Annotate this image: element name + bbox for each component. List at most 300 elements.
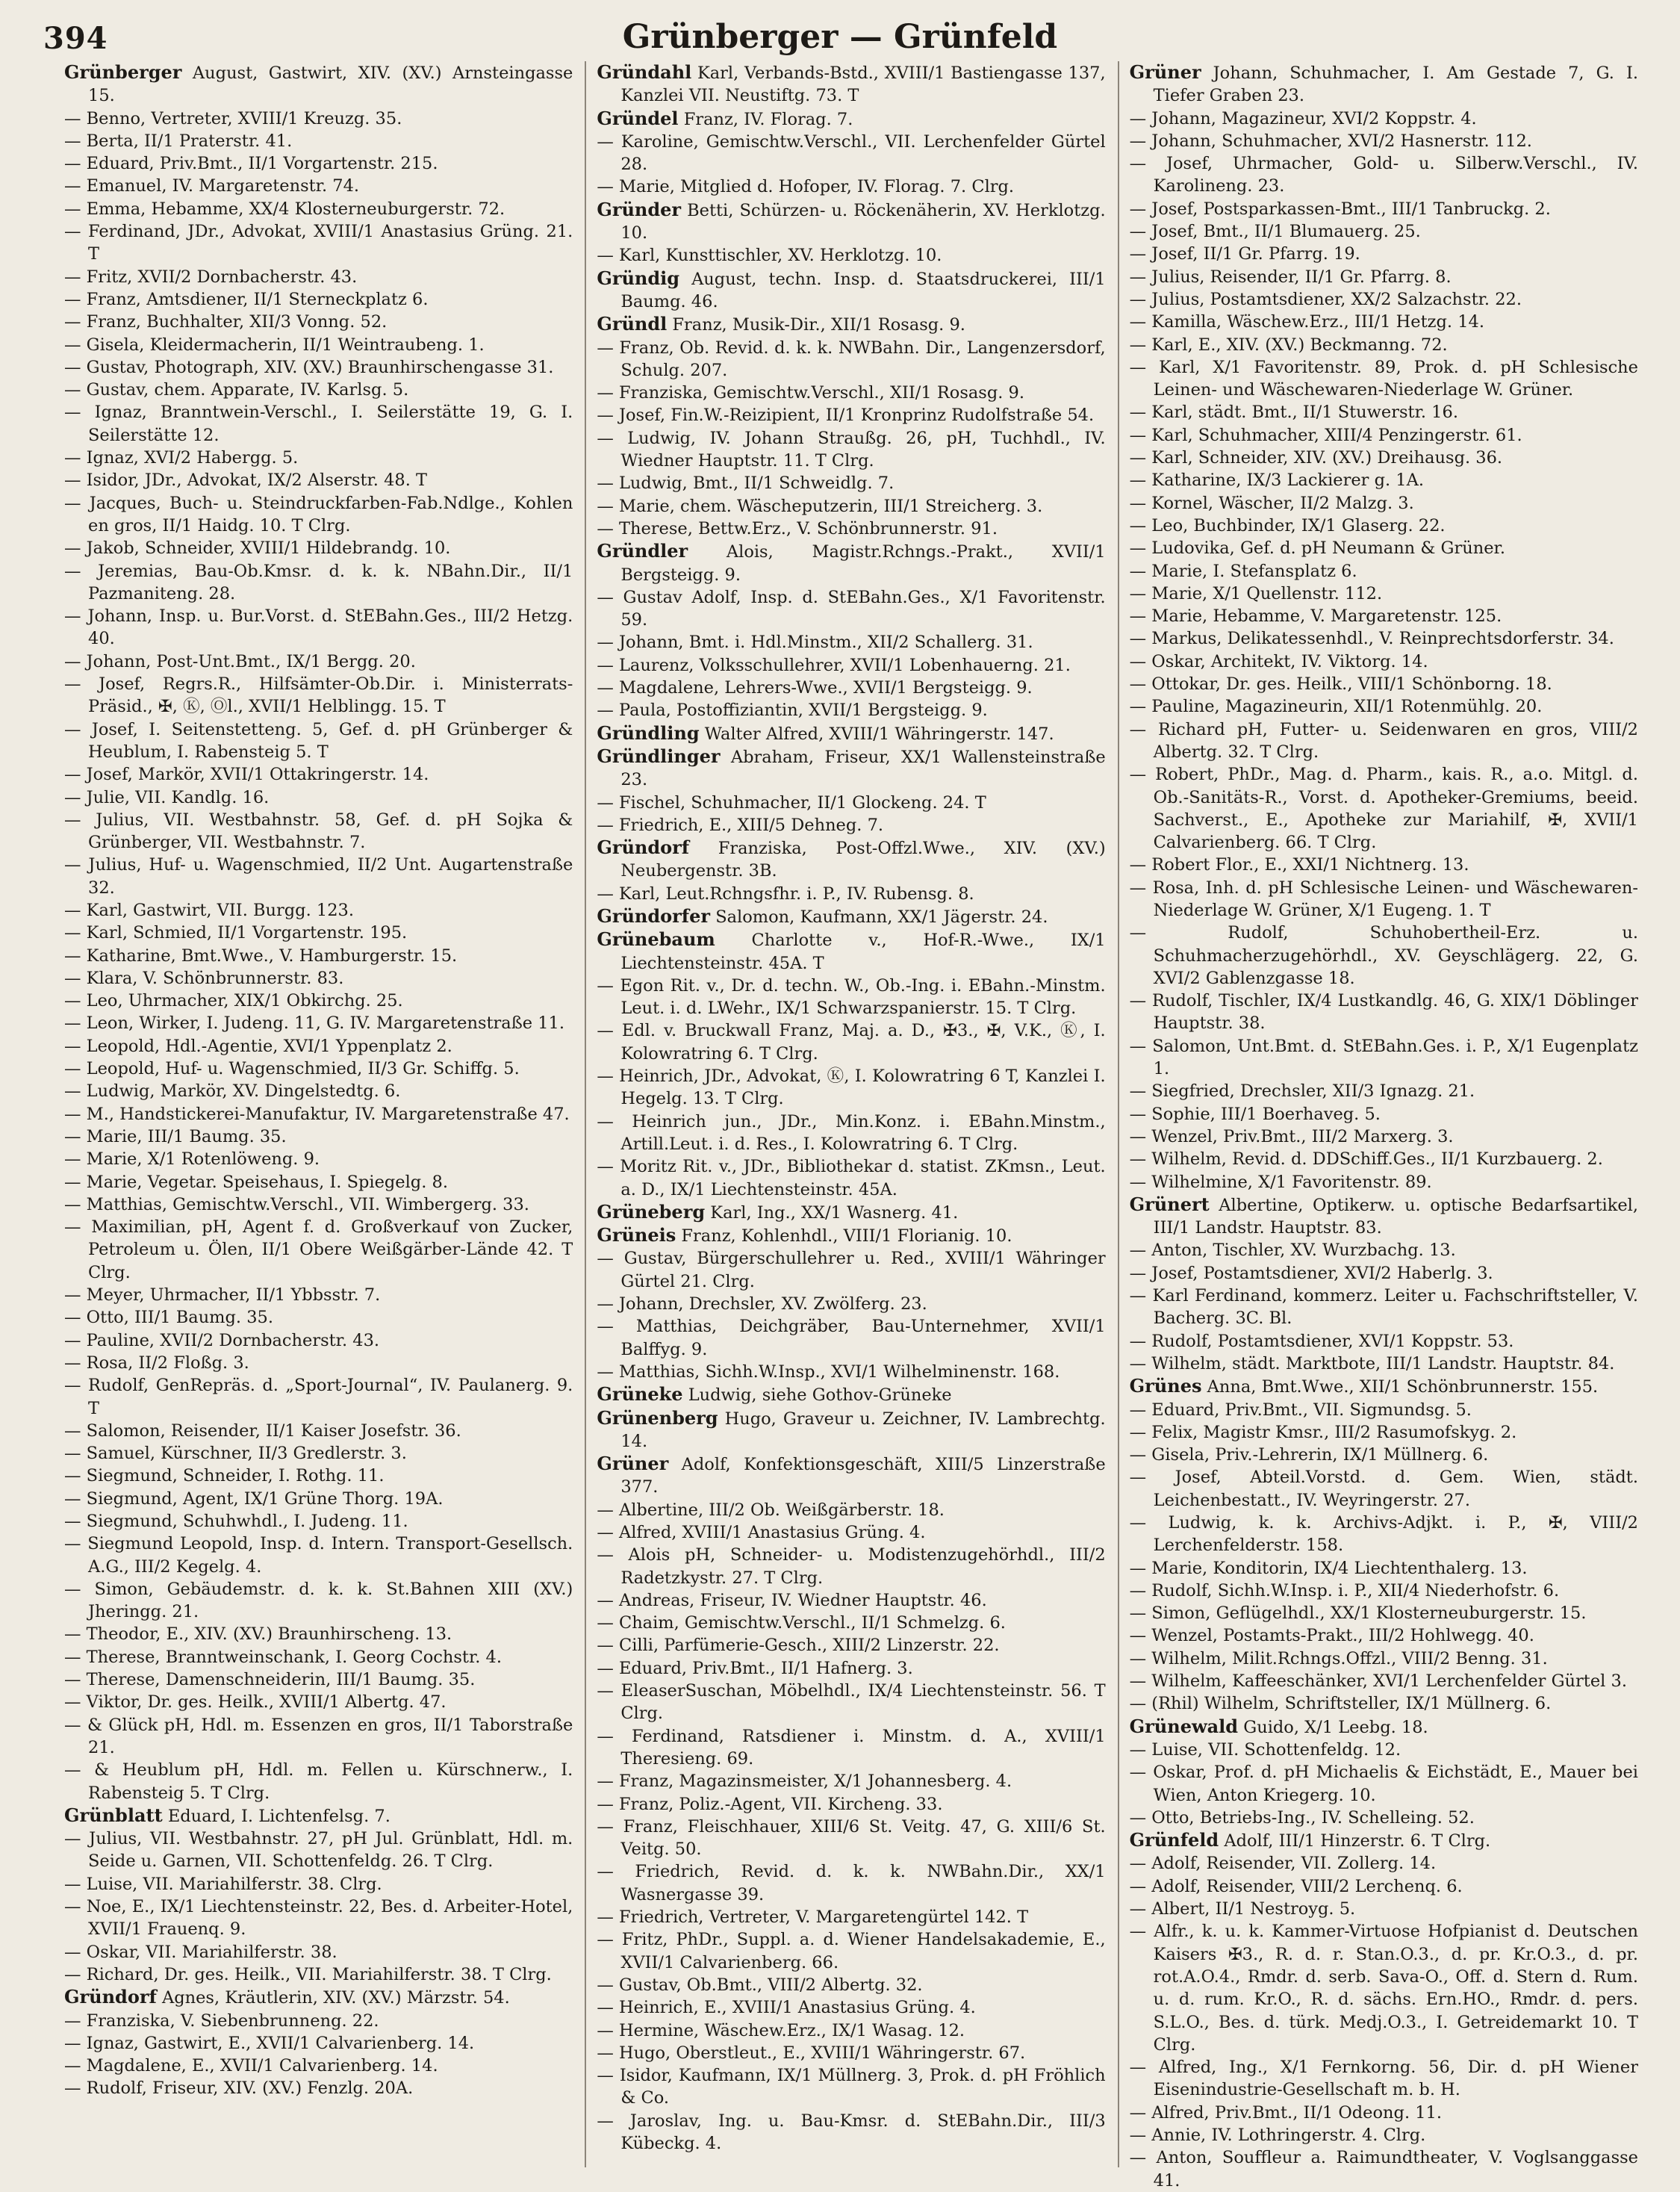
entry-text: — Wenzel, Postamts-Prakt., III/2 Hohlwegg. 40. [1129, 1626, 1534, 1646]
entry-text: — Rudolf, Tischler, IX/4 Lustkandlg. 46, G. XIX/1 Döblinger Hauptstr. 38. [1129, 991, 1638, 1034]
directory-entry [64, 1374, 573, 1420]
entry-text: — Karl, X/1 Favoritenstr. 89, Prok. d. pH Schlesische Leinen- und Wäschewaren-Niederlage W. Grüner. [1129, 357, 1638, 400]
directory-entry [1130, 1852, 1638, 1875]
entry-text: Agnes, Kräutlerin, XIV. (XV.) Märzstr. 54. [161, 1988, 510, 2008]
directory-entry [64, 198, 573, 220]
page-number: 394 [43, 21, 108, 56]
directory-entry [597, 1816, 1105, 1861]
entry-text: — Katharine, IX/3 Lackierer g. 1A. [1129, 471, 1424, 491]
directory-entry [64, 1465, 573, 1487]
entry-text: — Jeremias, Bau-Ob.Kmsr. d. k. k. NBahn.Dir., II/1 Pazmaniteng. 28. [64, 561, 573, 603]
entry-text: — Wenzel, Priv.Bmt., III/2 Marxerg. 3. [1129, 1126, 1454, 1146]
entry-text: — Rudolf, Sichh.W.Insp. i. P., XII/4 Niederhofstr. 6. [1129, 1580, 1560, 1600]
entry-text: — Josef, Postsparkassen-Bmt., III/1 Tanbruckg. 2. [1129, 199, 1551, 219]
entry-text: — Jacques, Buch- u. Steindruckfarben-Fab.Ndlge., Kohlen en gros, II/1 Haidg. 10. T Clrg. [64, 493, 573, 535]
directory-entry [1130, 560, 1638, 583]
directory-entry [597, 267, 1105, 314]
directory-entry [64, 1080, 573, 1102]
directory-entry [1130, 243, 1638, 265]
entry-text: — Edl. v. Bruckwall Franz, Maj. a. D., ✠3., ✠, V.K., Ⓚ, I. Kolowratring 6. T Clrg. [597, 1021, 1106, 1064]
entry-text: — Jakob, Schneider, XVIII/1 Hildebrandg. 10. [64, 538, 451, 559]
directory-entry [1130, 1807, 1638, 1829]
entry-text: — Andreas, Friseur, IV. Wiedner Hauptstr. 46. [597, 1590, 987, 1610]
directory-entry [1130, 152, 1638, 198]
directory-entry [597, 199, 1105, 245]
entry-text: — Gustav, Ob.Bmt., VIII/2 Albertg. 32. [597, 1975, 923, 1995]
directory-entry [1130, 2056, 1638, 2102]
directory-entry [64, 1488, 573, 1510]
entry-text: — Salomon, Reisender, II/1 Kaiser Josefstr. 36. [64, 1421, 461, 1441]
entry-text: Abraham, Friseur, XX/1 Wallensteinstraße 23. [620, 747, 1106, 790]
entry-text: August, techn. Insp. d. Staatsdruckerei, III/1 Baumg. 46. [620, 269, 1106, 311]
directory-entry [1130, 1375, 1638, 1398]
entry-text: — Magdalene, Lehrers-Wwe., XVII/1 Bergsteigg. 9. [597, 678, 1033, 698]
entry-text: — Julius, Reisender, II/1 Gr. Pfarrg. 8. [1129, 267, 1452, 287]
directory-entry [64, 152, 573, 175]
entry-surname: Grünblatt [64, 1804, 163, 1826]
directory-entry [597, 472, 1105, 494]
directory-entry [1130, 1262, 1638, 1285]
entry-text: — Alfred, Ing., X/1 Fernkorng. 56, Dir. d. pH Wiener Eisenindustrie-Gesellschaft m. b. H. [1129, 2058, 1638, 2100]
entry-text: — Johann, Bmt. i. Hdl.Minstm., XII/2 Schallerg. 31. [597, 633, 1033, 653]
directory-entry [1130, 1035, 1638, 1081]
entry-text: — Karoline, Gemischtw.Verschl., VII. Lerchenfelder Gürtel 28. [597, 131, 1106, 175]
entry-text: — Magdalene, E., XVII/1 Calvarienberg. 14. [64, 2056, 438, 2076]
directory-entry [597, 1906, 1105, 1928]
entry-text: — Paula, Postoffiziantin, XVII/1 Bergsteigg. 9. [597, 701, 988, 721]
directory-entry [597, 1996, 1105, 2019]
directory-entry [1130, 1829, 1638, 1852]
directory-entry [64, 1873, 573, 1896]
directory-entry [1130, 492, 1638, 515]
directory-entry [1130, 605, 1638, 627]
directory-entry [1130, 877, 1638, 922]
directory-entry [1130, 763, 1638, 854]
directory-entry [597, 1634, 1105, 1657]
directory-entry [597, 1155, 1105, 1201]
directory-entry [597, 1407, 1105, 1453]
entry-text: — Simon, Gebäudemstr. d. k. k. St.Bahnen XIII (XV.) Jheringg. 21. [64, 1579, 573, 1622]
entry-text: — Albertine, III/2 Ob. Weißgärberstr. 18. [597, 1500, 945, 1520]
directory-entry [64, 1646, 573, 1668]
directory-entry [64, 1306, 573, 1329]
entry-text: — Therese, Damenschneiderin, III/1 Baumg. 35. [64, 1670, 476, 1690]
directory-entry [64, 1329, 573, 1352]
directory-entry [1130, 1602, 1638, 1624]
entry-text: — Adolf, Reisender, VII. Zollerg. 14. [1129, 1854, 1437, 1874]
column-left [64, 61, 573, 2167]
directory-entry [597, 427, 1105, 473]
entry-text: — Katharine, Bmt.Wwe., V. Hamburgerstr. 15. [64, 946, 458, 966]
directory-entry [1130, 1421, 1638, 1444]
entry-text: — Josef, Regrs.R., Hilfsämter-Ob.Dir. i. Ministerrats-Präsid., ✠, Ⓚ, Ⓞl., XVII/1 Helblingg. 15. T [64, 674, 573, 717]
directory-entry [64, 379, 573, 401]
entry-text: — Karl, Schuhmacher, XIII/4 Penzingerstr. 61. [1129, 425, 1522, 445]
entry-text: — Wilhelmine, X/1 Favoritenstr. 89. [1129, 1172, 1432, 1192]
directory-entry [64, 651, 573, 673]
entry-text: — Josef, I. Seitenstetteng. 5, Gef. d. pH Grünberger & Heublum, I. Rabensteig 5. T [64, 719, 573, 762]
directory-entry [1130, 627, 1638, 650]
entry-text: — Laurenz, Volksschullehrer, XVII/1 Lobenhauerng. 21. [597, 655, 1071, 675]
entry-text: — Moritz Rit. v., JDr., Bibliothekar d. statist. ZKmsn., Leut. a. D., IX/1 Liechtensteinstr. 45A. [597, 1157, 1106, 1199]
entry-text: — Johann, Schuhmacher, XVI/2 Hasnerstr. 112. [1129, 131, 1532, 151]
entry-text: — Kornel, Wäscher, II/2 Malzg. 3. [1129, 493, 1414, 513]
entry-text: Franz, Musik-Dir., XII/1 Rosasg. 9. [672, 315, 965, 335]
directory-entry [1130, 447, 1638, 469]
directory-entry [1130, 1716, 1638, 1739]
directory-entry [1130, 515, 1638, 537]
entry-text: — Alfred, XVIII/1 Anastasius Grüng. 4. [597, 1523, 926, 1542]
entry-text: — Ludwig, k. k. Archivs-Adjkt. i. P., ✠, VIII/2 Lerchenfelderstr. 158. [1129, 1513, 1638, 1556]
directory-entry [1130, 1466, 1638, 1512]
entry-surname: Gründl [597, 313, 668, 335]
directory-entry [597, 1589, 1105, 1612]
entry-text: — Matthias, Sichh.W.Insp., XVI/1 Wilhelminenstr. 168. [597, 1362, 1060, 1382]
directory-entry [64, 311, 573, 333]
directory-entry [1130, 1103, 1638, 1126]
entry-text: Charlotte v., Hof-R.-Wwe., IX/1 Liechtensteinstr. 45A. T [620, 931, 1106, 973]
directory-entry [64, 1035, 573, 1058]
entry-text: — Ferdinand, JDr., Advokat, XVIII/1 Anastasius Grüng. 21. T [64, 222, 573, 264]
directory-entry [597, 1657, 1105, 1680]
entry-text: Walter Alfred, XVIII/1 Währingerstr. 147. [704, 724, 1054, 744]
entry-text: — Friedrich, E., XIII/5 Dehneg. 7. [597, 815, 884, 835]
directory-entry [64, 2010, 573, 2032]
entry-text: — Heinrich, JDr., Advokat, Ⓚ, I. Kolowratring 6 T, Kanzlei I. Hegelg. 13. T Clrg. [597, 1066, 1106, 1109]
entry-text: — Gustav, chem. Apparate, IV. Karlsg. 5. [64, 380, 409, 400]
directory-entry [1130, 1692, 1638, 1715]
directory-entry [597, 792, 1105, 814]
entry-text: — Franziska, Gemischtw.Verschl., XII/1 Rosasg. 9. [597, 383, 1025, 403]
directory-entry [597, 313, 1105, 336]
entry-text: — Josef, Uhrmacher, Gold- u. Silberw.Verschl., IV. Karolineng. 23. [1129, 154, 1638, 196]
entry-text: Hugo, Graveur u. Zeichner, IV. Lambrechtg. 14. [620, 1409, 1106, 1451]
directory-entry [64, 1828, 573, 1873]
entry-text: — Luise, VII. Mariahilferstr. 38. Clrg. [64, 1874, 382, 1894]
directory-entry [64, 1058, 573, 1080]
directory-entry [1130, 537, 1638, 559]
directory-entry [1130, 1920, 1638, 2056]
entry-surname: Grünfeld [1129, 1829, 1219, 1851]
directory-entry [64, 1148, 573, 1170]
entry-text: — Alois pH, Schneider- u. Modistenzugehörhdl., III/2 Radetzkystr. 27. T Clrg. [597, 1545, 1106, 1588]
directory-entry [597, 1860, 1105, 1906]
entry-text: — Marie, Konditorin, IX/4 Liechtenthalerg. 13. [1129, 1558, 1528, 1578]
entry-text: — Fischel, Schuhmacher, II/1 Glockeng. 24. T [597, 792, 986, 813]
entry-text: — Richard pH, Futter- u. Seidenwaren en gros, VIII/2 Albertg. 32. T Clrg. [1129, 719, 1638, 762]
directory-entry [64, 1578, 573, 1624]
directory-entry [597, 586, 1105, 632]
entry-text: — Wilhelm, Revid. d. DDSchiff.Ges., II/1 Kurzbauerg. 2. [1129, 1149, 1603, 1170]
directory-entry [597, 1019, 1105, 1065]
entry-text: — Franz, Fleischhauer, XIII/6 St. Veitg. 47, G. XIII/6 St. Veitg. 50. [597, 1816, 1106, 1860]
entry-text: — Anton, Souffleur a. Raimundtheater, V. Voglsanggasse 41. [1129, 2148, 1638, 2191]
entry-text: Betti, Schürzen- u. Röckenäherin, XV. Herklotzg. 10. [620, 200, 1106, 243]
directory-entry [597, 1612, 1105, 1634]
directory-entry [64, 945, 573, 967]
directory-entry [64, 922, 573, 944]
entry-text: — Gustav, Bürgerschullehrer u. Red., XVIII/1 Währinger Gürtel 21. Clrg. [597, 1249, 1106, 1291]
directory-entry [597, 131, 1105, 176]
directory-entry [64, 1759, 573, 1804]
entry-surname: Grünes [1129, 1375, 1202, 1397]
entry-surname: Grünebaum [597, 928, 715, 951]
entry-text: — Julius, VII. Westbahnstr. 58, Gef. d. pH Sojka & Grünberger, VII. Westbahnstr. 7. [64, 810, 573, 853]
entry-text: — Oskar, Prof. d. pH Michaelis & Eichstädt, E., Mauer bei Wien, Anton Kriegerg. 10. [1129, 1763, 1638, 1805]
entry-text: — Pauline, Magazineurin, XII/1 Rotenmühlg. 20. [1129, 697, 1543, 717]
entry-text: — Robert Flor., E., XXI/1 Nichtnerg. 13. [1129, 855, 1469, 875]
entry-text: — Berta, II/1 Praterstr. 41. [64, 131, 293, 151]
column-middle [585, 61, 1105, 2167]
entry-text: — Simon, Geflügelhdl., XX/1 Klosterneuburgerstr. 15. [1129, 1603, 1587, 1624]
directory-entry [1130, 2124, 1638, 2146]
directory-entry [1130, 695, 1638, 718]
directory-entry [597, 1725, 1105, 1771]
entry-text: — Marie, chem. Wäscheputzerin, III/1 Streicherg. 3. [597, 496, 1043, 516]
entry-text: — Alfr., k. u. k. Kammer-Virtuose Hofpianist d. Deutschen Kaisers ✠3., R. d. r. Stan.O.3., d. pr. Kr.O.3., d. pr. rot.A.O.4., Rmdr. d. serb. Sava-O., Off. d. Stern d. Rum. u. d. rum. Kr.O., R. d. sächs. Ern.HO., Rmdr. d. pers. S.L.O., Bes. d. türk. Medj.O.3., I. Getreidemarkt 10. T Clrg. [1129, 1922, 1638, 2055]
entry-text: — Luise, VII. Schottenfeldg. 12. [1129, 1739, 1401, 1760]
entry-text: — Sophie, III/1 Boerhaveg. 5. [1129, 1104, 1381, 1124]
entry-text: Karl, Ing., XX/1 Wasnerg. 41. [710, 1202, 959, 1223]
directory-entry [64, 1941, 573, 1963]
entry-text: — Johann, Magazineur, XVI/2 Koppstr. 4. [1129, 108, 1477, 128]
directory-entry [1130, 673, 1638, 695]
entry-text: — Matthias, Gemischtw.Verschl., VII. Wimbergerg. 33. [64, 1194, 529, 1214]
entry-surname: Grüner [1129, 61, 1201, 83]
directory-entry [1130, 266, 1638, 288]
directory-entry [1130, 1239, 1638, 1261]
entry-text: Salomon, Kaufmann, XX/1 Jägerstr. 24. [715, 907, 1048, 927]
entry-text: — Robert, PhDr., Mag. d. Pharm., kais. R., a.o. Mitgl. d. Ob.-Sanitäts-R., Vorst. d. Apotheker-Gremiums, beeid. Sachverst., E., Apotheke zur Mariahilf, ✠, XVII/1 Calvarienberg. 66. T Clrg. [1129, 765, 1638, 853]
entry-text: — (Rhil) Wilhelm, Schriftsteller, IX/1 Müllnerg. 6. [1129, 1694, 1552, 1714]
entry-text: — Josef, Bmt., II/1 Blumauerg. 25. [1129, 222, 1421, 242]
directory-entry [64, 763, 573, 786]
entry-text: — Fritz, XVII/2 Dornbacherstr. 43. [64, 267, 358, 287]
directory-entry [597, 1499, 1105, 1521]
entry-surname: Gründlinger [597, 745, 721, 767]
entry-text: — Noe, E., IX/1 Liechtensteinstr. 22, Bes. d. Arbeiter-Hotel, XVII/1 Frauenq. 9. [64, 1897, 573, 1940]
directory-entry [597, 1793, 1105, 1816]
entry-text: — Rudolf, Postamtsdiener, XVI/1 Koppstr. 53. [1129, 1331, 1514, 1351]
entry-text: — Siegmund, Schneider, I. Rothg. 11. [64, 1466, 385, 1486]
directory-entry [64, 2032, 573, 2055]
entry-text: — Marie, I. Stefansplatz 6. [1129, 561, 1357, 581]
entry-text: — Karl Ferdinand, kommerz. Leiter u. Fachschriftsteller, V. Bacherg. 3C. Bl. [1129, 1286, 1638, 1329]
directory-entry [64, 220, 573, 266]
directory-entry [64, 1171, 573, 1193]
directory-entry [1130, 61, 1638, 108]
entry-text: Ludwig, siehe Gothov-Grüneke [688, 1385, 952, 1406]
entry-text: — Leopold, Huf- u. Wagenschmied, II/3 Gr. Schiffg. 5. [64, 1059, 520, 1079]
entry-text: — Anton, Tischler, XV. Wurzbachg. 13. [1129, 1241, 1456, 1261]
directory-entry [597, 1293, 1105, 1315]
entry-text: — Karl, städt. Bmt., II/1 Stuwerstr. 16. [1129, 403, 1458, 423]
directory-entry [1130, 198, 1638, 220]
entry-text: — Salomon, Unt.Bmt. d. StEBahn.Ges. i. P., X/1 Eugenplatz 1. [1129, 1036, 1638, 1079]
directory-entry [1130, 1875, 1638, 1898]
directory-entry [597, 495, 1105, 518]
entry-text: — Leon, Wirker, I. Judeng. 11, G. IV. Margaretenstraße 11. [64, 1013, 564, 1034]
directory-entry [64, 605, 573, 651]
entry-text: — Ludwig, IV. Johann Straußg. 26, pH, Tuchhdl., IV. Wiedner Hauptstr. 11. T Clrg. [597, 428, 1106, 471]
directory-entry [64, 130, 573, 152]
directory-entry [1130, 424, 1638, 447]
directory-entry [64, 469, 573, 491]
entry-text: — Siegmund, Agent, IX/1 Grüne Thorg. 19A. [64, 1488, 444, 1509]
entry-text: — Ottokar, Dr. ges. Heilk., VIII/1 Schönborng. 18. [1129, 674, 1552, 695]
entry-surname: Gründer [597, 198, 682, 220]
entry-text: — Maximilian, pH, Agent f. d. Großverkauf von Zucker, Petroleum u. Ölen, II/1 Obere Weißgärber-Lände 42. T Clrg. [64, 1217, 573, 1282]
directory-entry [1130, 1353, 1638, 1375]
entry-text: — Wilhelm, städt. Marktbote, III/1 Landstr. Hauptstr. 84. [1129, 1353, 1615, 1373]
directory-entry [597, 654, 1105, 677]
directory-entry [64, 1420, 573, 1442]
directory-entry [1130, 990, 1638, 1035]
directory-entry [64, 990, 573, 1012]
directory-entry [1130, 651, 1638, 673]
directory-entry [597, 1928, 1105, 1974]
entry-text: — Karl, Kunsttischler, XV. Herklotzg. 10. [597, 246, 942, 266]
entry-text: August, Gastwirt, XIV. (XV.) Arnsteingasse 15. [88, 63, 573, 106]
entry-text: — Franz, Magazinsmeister, X/1 Johannesberg. 4. [597, 1772, 1012, 1792]
directory-entry [64, 1963, 573, 1986]
entry-text: — Therese, Bettw.Erz., V. Schönbrunnerstr. 91. [597, 518, 998, 538]
entry-text: Franz, IV. Florag. 7. [683, 109, 853, 129]
entry-surname: Gründel [597, 107, 679, 129]
entry-text: — Ludovika, Gef. d. pH Neumann & Grüner. [1129, 538, 1505, 559]
directory-entry [64, 288, 573, 311]
directory-entry [1130, 130, 1638, 152]
directory-entry [64, 108, 573, 130]
directory-entry [597, 1224, 1105, 1247]
entry-text: — Alfred, Priv.Bmt., II/1 Odeong. 11. [1129, 2102, 1443, 2123]
entry-surname: Grüneke [597, 1383, 683, 1406]
entry-text: — Josef, II/1 Gr. Pfarrg. 19. [1129, 244, 1360, 264]
directory-entry [64, 1714, 573, 1760]
directory-entry [597, 631, 1105, 653]
entry-text: — Emanuel, IV. Margaretenstr. 74. [64, 176, 360, 196]
directory-entry [597, 1770, 1105, 1792]
directory-entry [597, 337, 1105, 382]
directory-entry [597, 722, 1105, 745]
entry-text: — Gustav Adolf, Insp. d. StEBahn.Ges., X/1 Favoritenstr. 59. [597, 587, 1106, 630]
entry-surname: Gründler [597, 540, 688, 562]
directory-entry [64, 1193, 573, 1216]
directory-entry [1130, 1624, 1638, 1647]
entry-text: — Richard, Dr. ges. Heilk., VII. Mariahilferstr. 38. T Clrg. [64, 1964, 552, 1984]
entry-text: — Johann, Insp. u. Bur.Vorst. d. StEBahn.Ges., III/2 Hetzg. 40. [64, 606, 573, 649]
entry-text: Adolf, III/1 Hinzerstr. 6. T Clrg. [1224, 1831, 1491, 1851]
directory-entry [597, 1111, 1105, 1156]
entry-text: — Josef, Postamtsdiener, XVI/2 Haberlg. 3. [1129, 1263, 1493, 1283]
directory-entry [597, 108, 1105, 131]
directory-entry [597, 1453, 1105, 1499]
entry-text: — Rudolf, GenRepräs. d. „Sport-Journal“, IV. Paulanerg. 9. T [64, 1376, 573, 1418]
entry-text: — Karl, E., XIV. (XV.) Beckmanng. 72. [1129, 335, 1448, 355]
directory-entry [1130, 1648, 1638, 1670]
entry-text: — Ludwig, Bmt., II/1 Schweidlg. 7. [597, 474, 895, 494]
entry-text: — Hermine, Wäschew.Erz., IX/1 Wasag. 12. [597, 2020, 965, 2040]
directory-entry [1130, 1148, 1638, 1170]
directory-entry [64, 809, 573, 854]
entry-text: — Gisela, Kleidermacherin, II/1 Weintraubeng. 1. [64, 335, 485, 355]
entry-text: — Leo, Uhrmacher, XIX/1 Obkirchg. 25. [64, 991, 403, 1011]
entry-text: — & Glück pH, Hdl. m. Essenzen en gros, II/1 Taborstraße 21. [64, 1715, 573, 1757]
directory-entry [64, 1986, 573, 2009]
entry-surname: Grüneberg [597, 1200, 706, 1223]
directory-entry [1130, 1898, 1638, 1920]
directory-entry [597, 1315, 1105, 1361]
entry-surname: Gründig [597, 267, 680, 289]
entry-text: — Julius, Postamtsdiener, XX/2 Salzachstr. 22. [1129, 289, 1522, 309]
directory-entry [64, 673, 573, 718]
directory-entry [597, 928, 1105, 975]
entry-text: — Ludwig, Markör, XV. Dingelstedtg. 6. [64, 1081, 401, 1102]
entry-text: — Otto, III/1 Baumg. 35. [64, 1308, 274, 1328]
directory-entry [64, 1896, 573, 1941]
entry-text: — Franz, Ob. Revid. d. k. k. NWBahn. Dir., Langenzersdorf, Schulg. 207. [597, 338, 1106, 380]
entry-text: — Franz, Poliz.-Agent, VII. Kircheng. 33. [597, 1794, 943, 1814]
directory-entry [1130, 922, 1638, 990]
directory-entry [64, 1284, 573, 1306]
entry-text: — Heinrich, E., XVIII/1 Anastasius Grüng. 4. [597, 1998, 976, 2018]
directory-entry [1130, 718, 1638, 764]
entry-text: — Felix, Magistr Kmsr., III/2 Rasumofskyg. 2. [1129, 1422, 1517, 1442]
directory-entry [1130, 220, 1638, 243]
directory-entry [1130, 1580, 1638, 1602]
entry-text: — Isidor, JDr., Advokat, IX/2 Alserstr. 48. T [64, 471, 428, 491]
entry-text: — Eduard, Priv.Bmt., II/1 Hafnerg. 3. [597, 1658, 913, 1678]
entry-text: — Heinrich jun., JDr., Min.Konz. i. EBahn.Minstm., Artill.Leut. i. d. Res., I. Kolowratring 6. T Clrg. [597, 1111, 1106, 1154]
directory-entry [64, 899, 573, 922]
directory-entry [1130, 469, 1638, 491]
entry-text: — Egon Rit. v., Dr. d. techn. W., Ob.-Ing. i. EBahn.-Minstm. Leut. i. d. LWehr., IX/1 Schwarzspanierstr. 15. T Clrg. [597, 975, 1106, 1019]
entry-text: — Viktor, Dr. ges. Heilk., XVIII/1 Albertg. 47. [64, 1692, 447, 1713]
directory-entry [1130, 1330, 1638, 1353]
directory-entry [597, 244, 1105, 267]
running-head: Grünberger — Grünfeld [622, 18, 1058, 56]
entry-text: — Jaroslav, Ing. u. Bau-Kmsr. d. StEBahn.Dir., III/3 Kübeckg. 4. [597, 2111, 1106, 2154]
entry-text: — Wilhelm, Milit.Rchngs.Offzl., VIII/2 Benng. 31. [1129, 1648, 1548, 1668]
entry-text: — Julius, Huf- u. Wagenschmied, II/2 Unt. Augartenstraße 32. [64, 855, 573, 898]
entry-surname: Grünenberg [597, 1406, 718, 1429]
entry-text: — Therese, Branntweinschank, I. Georg Cochstr. 4. [64, 1647, 503, 1667]
entry-text: — Pauline, XVII/2 Dornbacherstr. 43. [64, 1330, 380, 1350]
entry-text: — M., Handstickerei-Manufaktur, IV. Margaretenstraße 47. [64, 1104, 570, 1124]
entry-text: Guido, X/1 Leebg. 18. [1243, 1717, 1428, 1737]
directory-entry [64, 718, 573, 764]
directory-entry [597, 382, 1105, 404]
entry-text: — Eduard, Priv.Bmt., II/1 Vorgartenstr. 215. [64, 154, 438, 174]
entry-text: — Klara, V. Schönbrunnerstr. 83. [64, 968, 344, 988]
entry-text: — Gisela, Priv.-Lehrerin, IX/1 Müllnerg. 6. [1129, 1445, 1489, 1465]
entry-text: — Marie, X/1 Quellenstr. 112. [1129, 583, 1383, 603]
directory-entry [64, 2077, 573, 2099]
entry-text: — Franziska, V. Siebenbrunneng. 22. [64, 2011, 379, 2031]
entry-text: — Karl, Gastwirt, VII. Burgg. 123. [64, 900, 354, 920]
entry-text: — Eduard, Priv.Bmt., VII. Sigmundsg. 5. [1129, 1400, 1472, 1420]
directory-entry [1130, 1557, 1638, 1580]
entry-surname: Grüneis [597, 1224, 676, 1246]
entry-text: — Marie, III/1 Baumg. 35. [64, 1126, 287, 1146]
entry-text: Karl, Verbands-Bstd., XVIII/1 Bastiengasse 137, Kanzlei VII. Neustiftg. 73. T [620, 63, 1106, 106]
directory-entry [597, 2019, 1105, 2042]
entry-text: — Franz, Amtsdiener, II/1 Sterneckplatz 6. [64, 289, 429, 309]
entry-text: — Ignaz, XVI/2 Habergg. 5. [64, 448, 299, 468]
directory-entry [597, 905, 1105, 928]
entry-text: — Marie, Mitglied d. Hofoper, IV. Florag. 7. Clrg. [597, 177, 1015, 197]
entry-text: — Siegmund Leopold, Insp. d. Intern. Transport-Gesellsch. A.G., III/2 Kegelg. 4. [64, 1534, 573, 1577]
